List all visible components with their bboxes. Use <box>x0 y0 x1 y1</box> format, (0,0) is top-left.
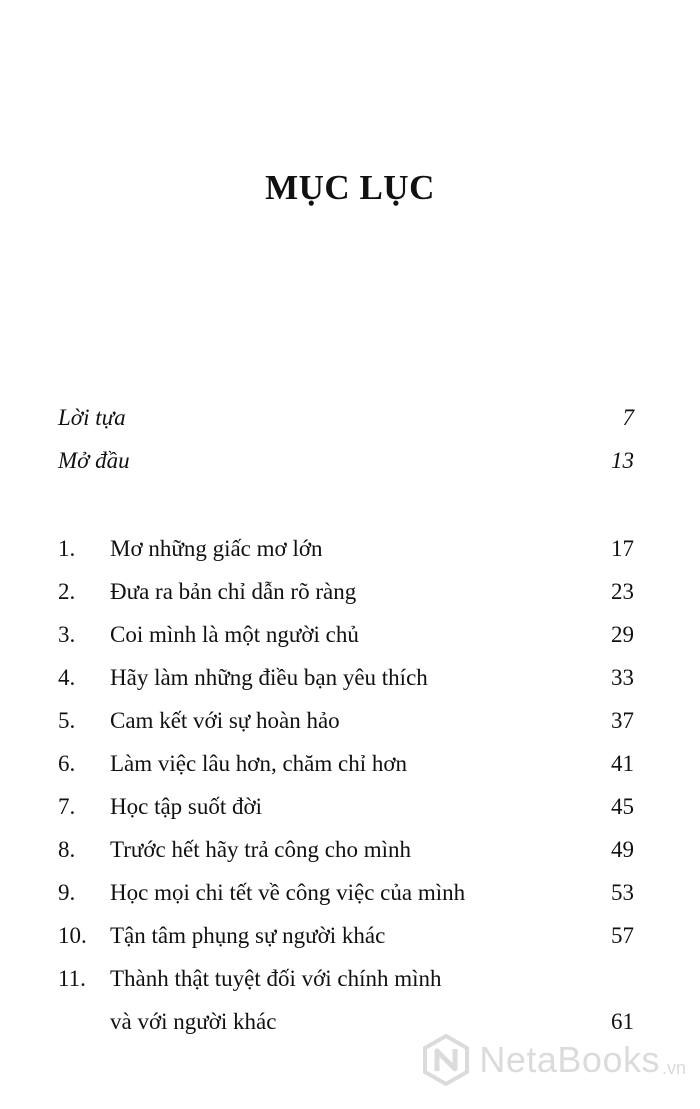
chapter-title: Hãy làm những điều bạn yêu thích <box>110 665 428 690</box>
chapter-page: 53 <box>611 880 634 905</box>
chapter-title: Trước hết hãy trả công cho mình <box>110 837 411 862</box>
chapter-title: Coi mình là một người chủ <box>110 622 359 647</box>
toc-chapter-4 <box>58 660 634 703</box>
watermark <box>419 1033 686 1087</box>
chapter-number: 9. <box>58 880 76 905</box>
chapter-title: Học mọi chi tết về công việc của mình <box>110 880 466 905</box>
toc-entry-page: 7 <box>622 405 634 430</box>
toc-entry-title: Mở đầu <box>58 448 130 473</box>
toc-entry-introduction <box>58 443 634 486</box>
toc-chapter-1 <box>58 531 634 574</box>
toc-chapter-3 <box>58 617 634 660</box>
toc-chapter-8 <box>58 832 634 875</box>
toc-entry-title: Lời tựa <box>58 405 126 430</box>
toc-chapter-6 <box>58 746 634 789</box>
front-matter-list <box>58 400 634 486</box>
chapter-number: 5. <box>58 708 76 733</box>
chapter-title <box>110 957 550 1043</box>
chapter-page: 41 <box>611 751 634 776</box>
chapter-number: 10. <box>58 923 87 948</box>
chapter-page: 23 <box>611 579 634 604</box>
toc-chapter-5 <box>58 703 634 746</box>
chapter-page: 33 <box>611 665 634 690</box>
netabooks-logo-icon <box>419 1033 473 1087</box>
chapter-title-line-1: Thành thật tuyệt đối với chính mình <box>110 966 442 991</box>
chapter-page: 45 <box>611 794 634 819</box>
chapter-title: Đưa ra bản chỉ dẫn rõ ràng <box>110 579 357 604</box>
watermark-suffix: .vn <box>661 1058 686 1078</box>
watermark-text: NetaBooks <box>479 1039 660 1080</box>
chapter-number: 8. <box>58 837 76 862</box>
chapter-number: 3. <box>58 622 76 647</box>
chapter-page: 37 <box>611 708 634 733</box>
chapter-page: 57 <box>611 923 634 948</box>
chapter-number: 7. <box>58 794 76 819</box>
chapter-page: 17 <box>611 536 634 561</box>
toc-chapter-10 <box>58 918 634 961</box>
chapter-number: 2. <box>58 579 76 604</box>
chapter-number: 6. <box>58 751 76 776</box>
chapter-list <box>58 531 634 1047</box>
chapter-title-line-2: và với người khác <box>110 1009 277 1034</box>
page-title: MỤC LỤC <box>265 168 435 207</box>
toc-chapter-7 <box>58 789 634 832</box>
chapter-title: Mơ những giấc mơ lớn <box>110 536 323 561</box>
chapter-title: Học tập suốt đời <box>110 794 263 819</box>
chapter-page: 61 <box>611 1009 634 1034</box>
chapter-page: 49 <box>611 837 634 862</box>
chapter-title: Làm việc lâu hơn, chăm chỉ hơn <box>110 751 408 776</box>
toc-chapter-9 <box>58 875 634 918</box>
chapter-number: 4. <box>58 665 76 690</box>
toc-chapter-2 <box>58 574 634 617</box>
chapter-number: 11. <box>58 966 86 991</box>
chapter-title: Tận tâm phụng sự người khác <box>110 923 386 948</box>
toc-entry-preface <box>58 400 634 443</box>
chapter-title: Cam kết với sự hoàn hảo <box>110 708 340 733</box>
toc-entry-page: 13 <box>611 448 634 473</box>
chapter-number: 1. <box>58 536 76 561</box>
chapter-page: 29 <box>611 622 634 647</box>
